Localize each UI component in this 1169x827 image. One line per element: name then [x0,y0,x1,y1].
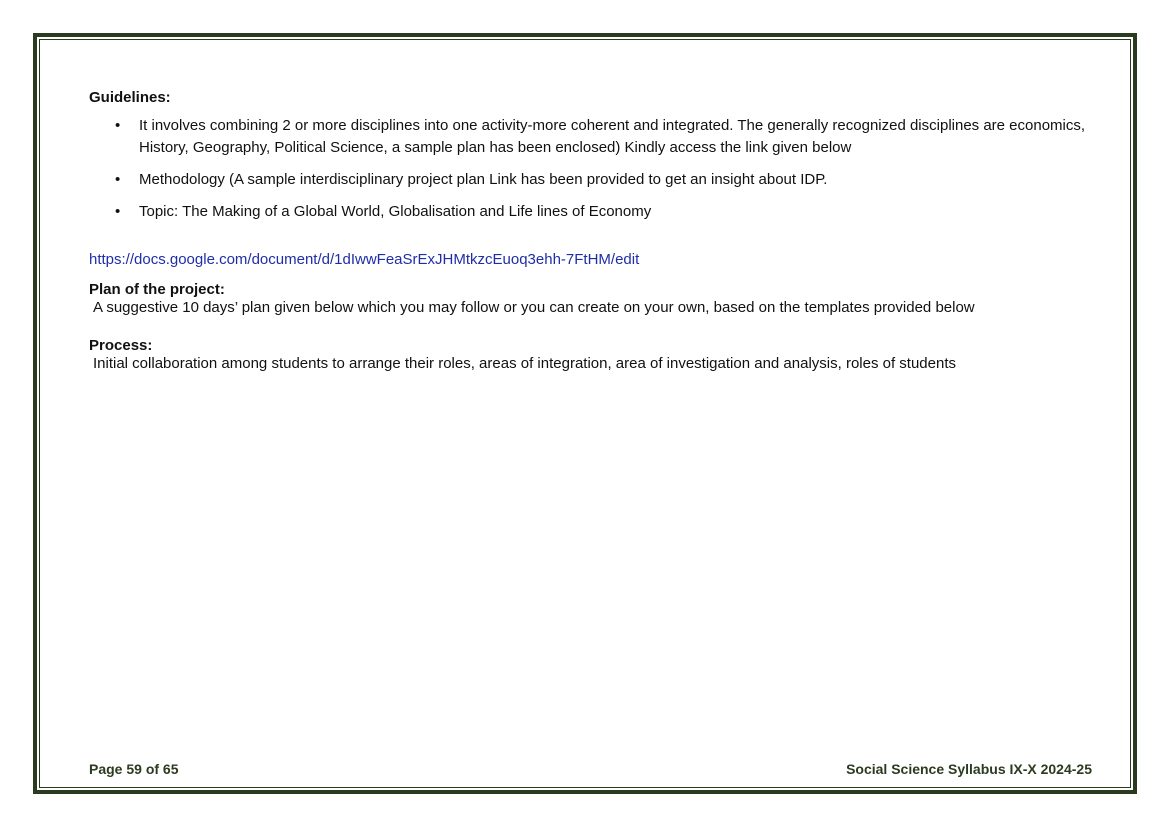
list-item [89,115,1099,159]
plan-section [89,281,1099,317]
document-content [89,89,1099,373]
process-section [89,337,1099,373]
plan-heading: Plan of the project: [89,281,225,298]
document-title: Social Science Syllabus IX-X 2024-25 [846,761,1092,777]
process-heading: Process: [89,337,153,354]
guidelines-heading: Guidelines: [89,89,171,106]
bullet-icon: • [115,203,121,220]
list-item-text: Topic: The Making of a Global World, Globalisation and Life lines of Economy [139,203,652,220]
list-item [89,169,1099,191]
list-item-text: It involves combining 2 or more disciplines into one activity-more coherent and integrated. The generally recognized disciplines are economics, History, Geography, Political Science, a sample plan has been enclosed) Kindly access the link given below [139,117,1086,156]
list-item [89,201,1099,223]
google-docs-link[interactable]: https://docs.google.com/document/d/1dIwwFeaSrExJHMtkzcEuoq3ehh-7FtHM/edit [89,251,640,268]
bullet-icon: • [115,117,121,134]
list-item-text: Methodology (A sample interdisciplinary project plan Link has been provided to get an insight about IDP. [139,171,828,188]
process-text: Initial collaboration among students to arrange their roles, areas of integration, area of investigation and analysis, roles of students [93,355,957,372]
page-number: Page 59 of 65 [89,761,179,777]
bullet-icon: • [115,171,121,188]
guidelines-list [89,115,1099,223]
plan-text: A suggestive 10 days’ plan given below which you may follow or you can create on your own, based on the templates provided below [93,299,975,316]
